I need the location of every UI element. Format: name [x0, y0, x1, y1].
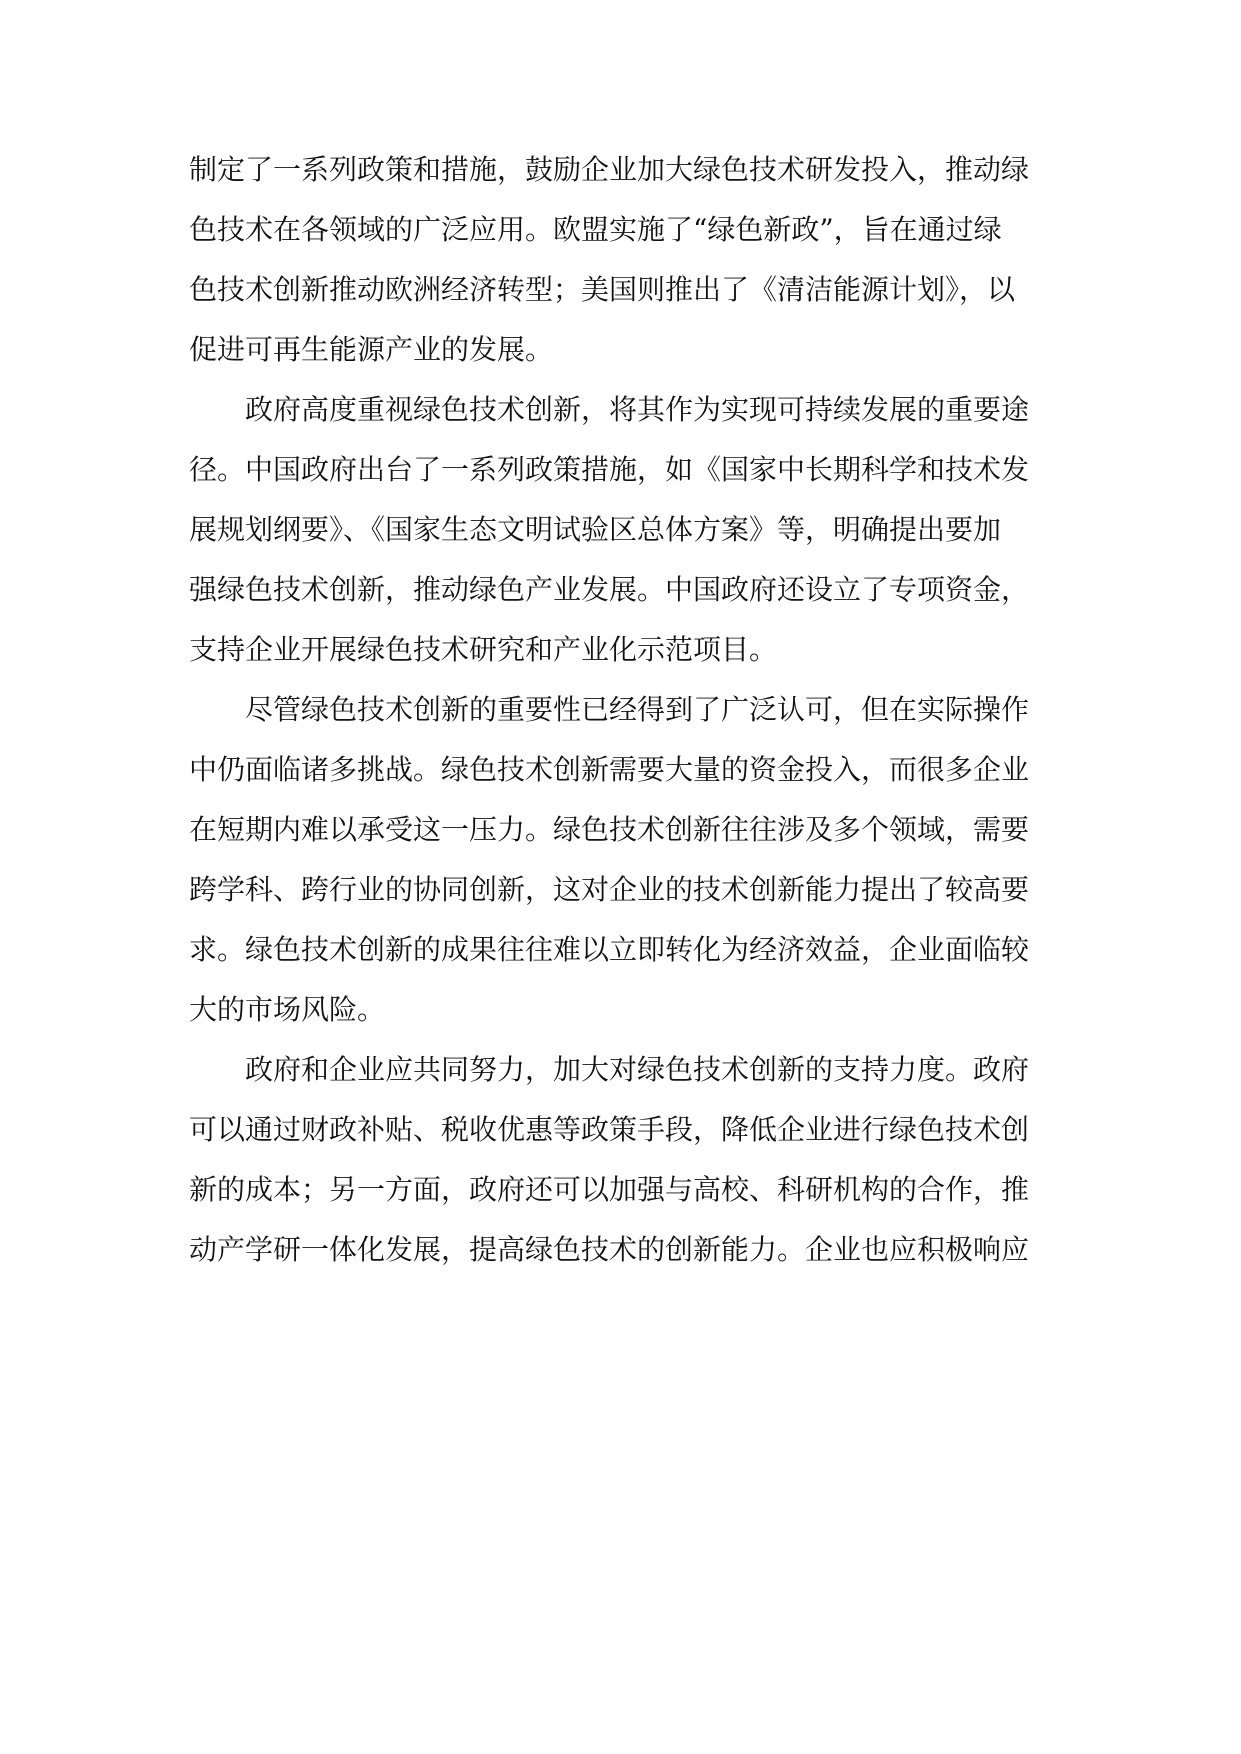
- paragraph-3: [189, 680, 1052, 1040]
- text-line: 求。绿色技术创新的成果往往难以立即转化为经济效益，企业面临较: [189, 933, 1030, 966]
- text-line: 动产学研一体化发展，提高绿色技术的创新能力。企业也应积极响应: [189, 1233, 1030, 1266]
- text-line: 可以通过财政补贴、税收优惠等政策手段，降低企业进行绿色技术创: [189, 1113, 1030, 1146]
- text-line: 大的市场风险。: [189, 993, 386, 1026]
- text-line: 支持企业开展绿色技术研究和产业化示范项目。: [189, 633, 778, 666]
- paragraph-1: [189, 140, 1052, 380]
- text-line: 尽管绿色技术创新的重要性已经得到了广泛认可，但在实际操作: [245, 693, 1030, 726]
- text-line: 色技术在各领域的广泛应用。欧盟实施了“绿色新政”，旨在通过绿: [189, 213, 1002, 246]
- text-line: 政府和企业应共同努力，加大对绿色技术创新的支持力度。政府: [245, 1053, 1030, 1086]
- text-line: 强绿色技术创新，推动绿色产业发展。中国政府还设立了专项资金，: [189, 573, 1030, 606]
- text-line: 新的成本；另一方面，政府还可以加强与高校、科研机构的合作，推: [189, 1173, 1030, 1206]
- text-line: 在短期内难以承受这一压力。绿色技术创新往往涉及多个领域，需要: [189, 813, 1030, 846]
- text-line: 径。中国政府出台了一系列政策措施，如《国家中长期科学和技术发: [189, 453, 1030, 486]
- text-line: 制定了一系列政策和措施，鼓励企业加大绿色技术研发投入，推动绿: [189, 153, 1030, 186]
- paragraph-2: [189, 380, 1052, 680]
- text-line: 促进可再生能源产业的发展。: [189, 333, 554, 366]
- text-line: 色技术创新推动欧洲经济转型；美国则推出了《清洁能源计划》，以: [189, 273, 1016, 306]
- paragraph-4: [189, 1040, 1052, 1280]
- document-body: [189, 140, 1052, 1280]
- text-line: 跨学科、跨行业的协同创新，这对企业的技术创新能力提出了较高要: [189, 873, 1030, 906]
- text-line: 展规划纲要》、《国家生态文明试验区总体方案》等，明确提出要加: [189, 513, 1002, 546]
- text-line: 中仍面临诸多挑战。绿色技术创新需要大量的资金投入，而很多企业: [189, 753, 1030, 786]
- text-line: 政府高度重视绿色技术创新，将其作为实现可持续发展的重要途: [245, 393, 1030, 426]
